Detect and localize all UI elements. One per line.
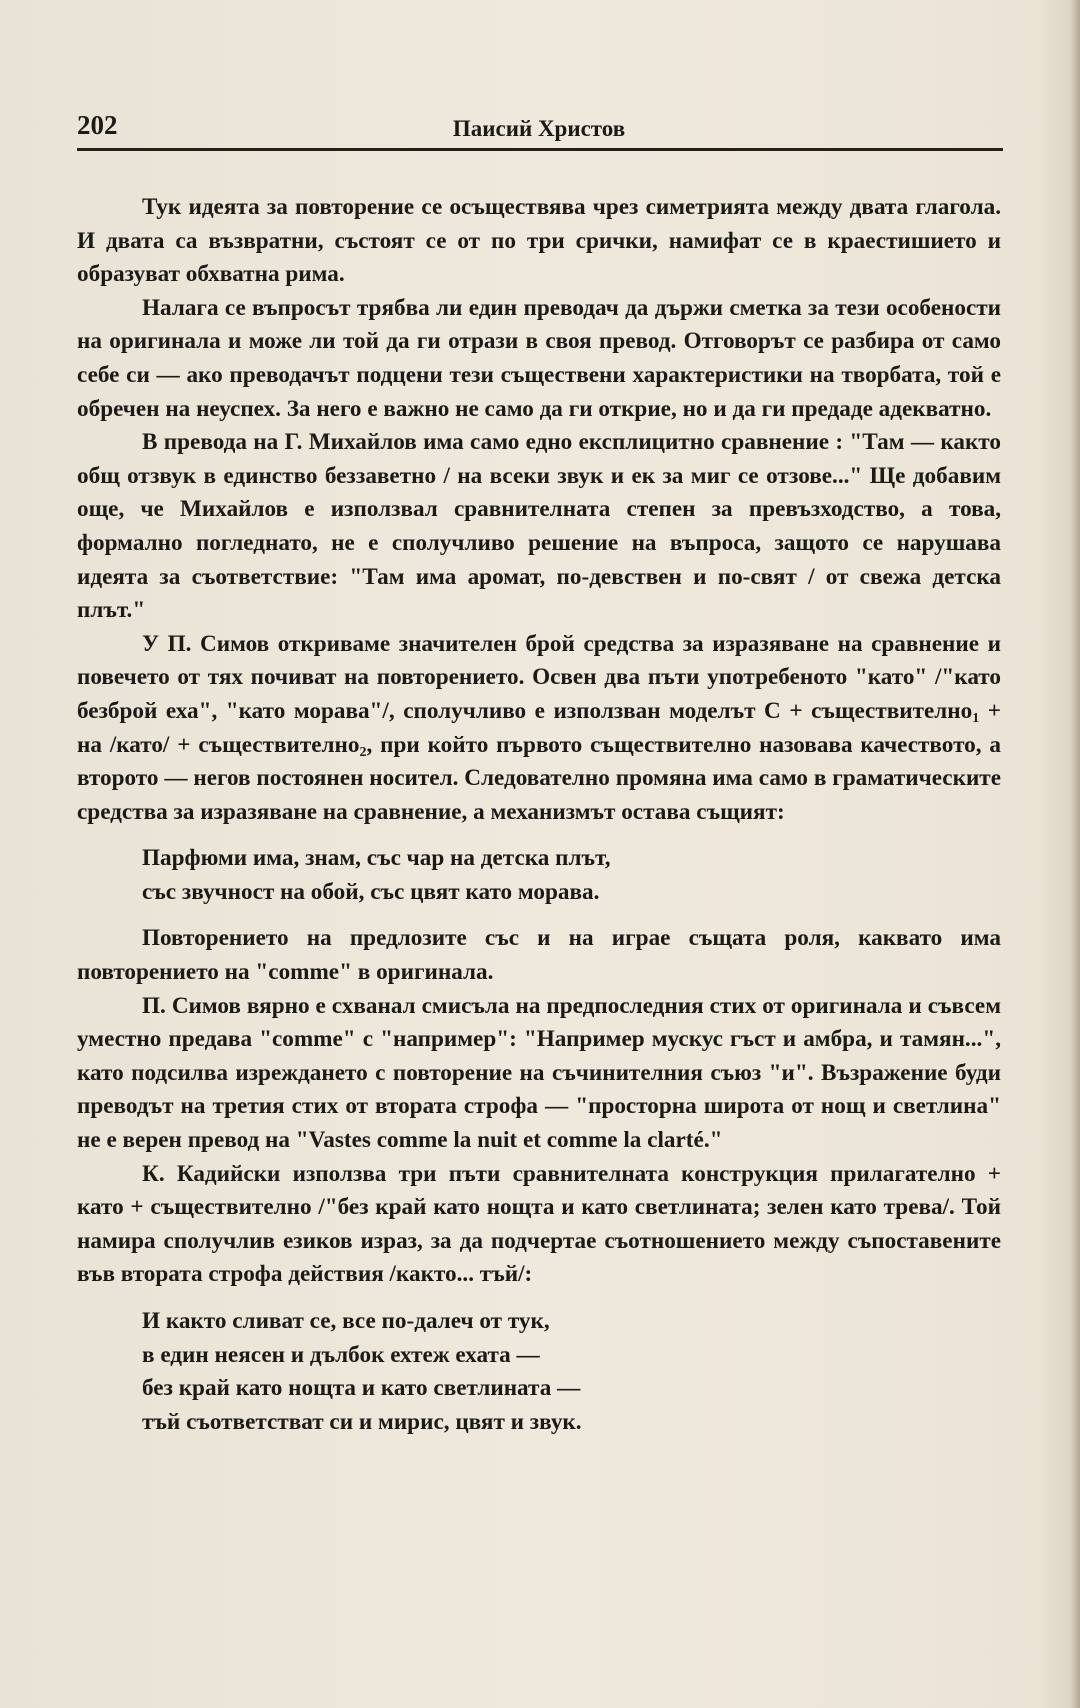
verse-line: със звучност на обой, със цвят като морава. bbox=[142, 878, 600, 905]
paragraph: П. Симов вярно е схванал смисъла на предпоследния стих от оригинала и съвсем уместно предава "comme" с "например": "Например мускус гъст и амбра, и тамян...", като подсилва изреждането с повторение на съчинителния съюз "и". Възражение буди преводът на третия стих от втората строфа — "просторна широта от нощ и светлина" не е верен превод на "Vastes comme la nuit et comme la clarté." bbox=[77, 992, 1001, 1154]
text-run: У П. Симов откриваме значителен брой средства за изразяване на сравнение и повечето от тях почиват на повторението. Освен два пъти употребеното "като" /"като безброй еха", "като морава"/, сполучливо е използван моделът С + съществително bbox=[77, 630, 1001, 724]
header-rule bbox=[77, 148, 1003, 151]
verse-line: в един неясен и дълбок ехтеж ехата — bbox=[142, 1341, 540, 1368]
text-run: + на /като/ + съществително bbox=[77, 697, 1001, 758]
text-run: , при който първото съществително назовава качеството, а второто — негов постоянен носител. Следователно промяна има само в граматическите средства за изразяване на сравнение, а механизмът остава същият: bbox=[77, 731, 1001, 825]
running-head: Паисий Христов bbox=[452, 116, 626, 141]
paragraph-simov bbox=[77, 628, 1001, 830]
page-edge-shadow bbox=[1070, 0, 1080, 1708]
verse-quote bbox=[142, 842, 1001, 909]
page-header bbox=[77, 108, 1001, 146]
paragraph: Повторението на предлозите със и на играе същата роля, каквато има повторението на "comme" в оригинала. bbox=[77, 925, 1001, 986]
paragraph: К. Кадийски използва три пъти сравнителната конструкция прилагателно + като + съществително /"без край като нощта и като светлината; зелен като трева/. Той намира сполучлив езиков израз, за да подчертае съотношението между съпоставените във втората строфа действия /както... тъй/: bbox=[77, 1160, 1001, 1288]
verse-line: тъй съответстват си и мирис, цвят и звук. bbox=[142, 1408, 582, 1435]
paragraph: В превода на Г. Михайлов има само едно експлицитно сравнение : "Там — както общ отзвук в единство беззаветно / на всеки звук и ек за миг се отзове..." Ще добавим още, че Михайлов е използвал сравнителната степен за превъзходство, а това, формално погледнато, не е сполучливо решение на въпроса, защото се нарушава идеята за съответствие: "Там има аромат, по-девствен и по-свят / от свежа детска плът." bbox=[77, 429, 1001, 624]
verse-line: Парфюми има, знам, със чар на детска плът, bbox=[142, 845, 611, 872]
paragraph: Тук идеята за повторение се осъществява чрез симетрията между двата глагола. И двата са възвратни, състоят се от по три срички, намифат се в краестишието и образуват обхватна рима. bbox=[77, 194, 1001, 288]
paragraph: Налага се въпросът трябва ли един преводач да държи сметка за тези особености на оригинала и може ли той да ги отрази в своя превод. Отговорът се разбира от само себе си — ако преводачът подцени тези съществени характеристики на творбата, той е обречен на неуспех. За него е важно не само да ги открие, но и да ги предаде адекватно. bbox=[77, 294, 1001, 422]
verse-line: И както сливат се, все по-далеч от тук, bbox=[142, 1308, 550, 1334]
page-number: 202 bbox=[77, 110, 118, 140]
verse-quote bbox=[142, 1305, 1001, 1439]
subscript: 2 bbox=[359, 744, 367, 760]
verse-line: без край като нощта и като светлината — bbox=[142, 1375, 581, 1402]
subscript: 1 bbox=[972, 710, 980, 726]
body-text bbox=[77, 191, 1001, 1452]
